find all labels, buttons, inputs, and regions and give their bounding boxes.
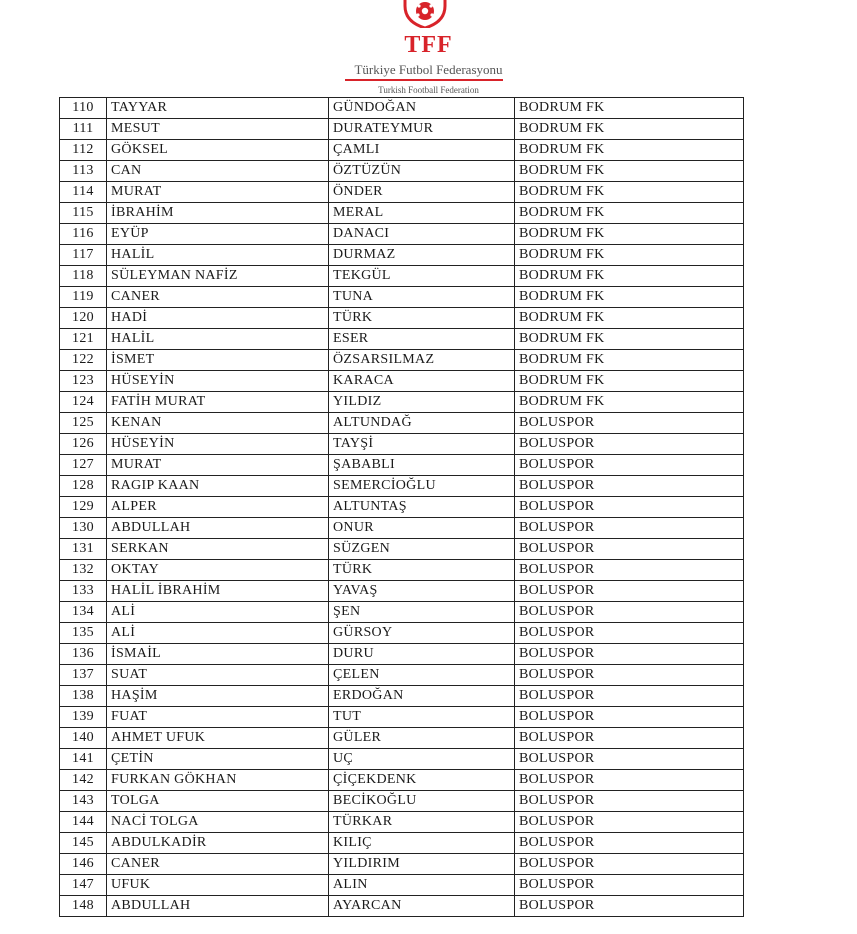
table-row bbox=[60, 896, 744, 917]
player-roster-table bbox=[59, 97, 744, 917]
row-number-cell: 120 bbox=[60, 308, 107, 329]
row-number-cell: 123 bbox=[60, 371, 107, 392]
table-row bbox=[60, 833, 744, 854]
last-name-cell: GÜRSOY bbox=[329, 623, 515, 644]
last-name-cell: UÇ bbox=[329, 749, 515, 770]
club-cell: BODRUM FK bbox=[515, 161, 744, 182]
first-name-cell: CANER bbox=[107, 287, 329, 308]
table-row bbox=[60, 434, 744, 455]
last-name-cell: ŞABABLI bbox=[329, 455, 515, 476]
club-cell: BODRUM FK bbox=[515, 287, 744, 308]
roster-body bbox=[60, 98, 744, 917]
club-cell: BODRUM FK bbox=[515, 392, 744, 413]
first-name-cell: İSMET bbox=[107, 350, 329, 371]
last-name-cell: ÇELEN bbox=[329, 665, 515, 686]
table-row bbox=[60, 287, 744, 308]
table-row bbox=[60, 812, 744, 833]
row-number-cell: 144 bbox=[60, 812, 107, 833]
first-name-cell: CANER bbox=[107, 854, 329, 875]
row-number-cell: 136 bbox=[60, 644, 107, 665]
row-number-cell: 130 bbox=[60, 518, 107, 539]
table-row bbox=[60, 539, 744, 560]
row-number-cell: 128 bbox=[60, 476, 107, 497]
last-name-cell: ALTUNTAŞ bbox=[329, 497, 515, 518]
last-name-cell: ŞEN bbox=[329, 602, 515, 623]
row-number-cell: 147 bbox=[60, 875, 107, 896]
table-row bbox=[60, 686, 744, 707]
row-number-cell: 135 bbox=[60, 623, 107, 644]
last-name-cell: ÖZTÜZÜN bbox=[329, 161, 515, 182]
table-row bbox=[60, 665, 744, 686]
table-row bbox=[60, 644, 744, 665]
row-number-cell: 140 bbox=[60, 728, 107, 749]
last-name-cell: KARACA bbox=[329, 371, 515, 392]
last-name-cell: TÜRK bbox=[329, 308, 515, 329]
row-number-cell: 114 bbox=[60, 182, 107, 203]
table-row bbox=[60, 707, 744, 728]
table-row bbox=[60, 140, 744, 161]
first-name-cell: EYÜP bbox=[107, 224, 329, 245]
table-row bbox=[60, 518, 744, 539]
row-number-cell: 121 bbox=[60, 329, 107, 350]
table-row bbox=[60, 266, 744, 287]
logo-divider bbox=[345, 79, 503, 81]
last-name-cell: DURMAZ bbox=[329, 245, 515, 266]
club-cell: BOLUSPOR bbox=[515, 770, 744, 791]
last-name-cell: AYARCAN bbox=[329, 896, 515, 917]
first-name-cell: ALİ bbox=[107, 623, 329, 644]
table-row bbox=[60, 371, 744, 392]
table-row bbox=[60, 350, 744, 371]
last-name-cell: YILDIRIM bbox=[329, 854, 515, 875]
first-name-cell: HALİL bbox=[107, 245, 329, 266]
club-cell: BOLUSPOR bbox=[515, 707, 744, 728]
table-row bbox=[60, 413, 744, 434]
first-name-cell: RAGIP KAAN bbox=[107, 476, 329, 497]
logo-title: TFF bbox=[404, 32, 453, 58]
table-row bbox=[60, 728, 744, 749]
row-number-cell: 132 bbox=[60, 560, 107, 581]
row-number-cell: 119 bbox=[60, 287, 107, 308]
last-name-cell: ALTUNDAĞ bbox=[329, 413, 515, 434]
first-name-cell: HALİL İBRAHİM bbox=[107, 581, 329, 602]
row-number-cell: 117 bbox=[60, 245, 107, 266]
club-cell: BOLUSPOR bbox=[515, 623, 744, 644]
last-name-cell: GÜLER bbox=[329, 728, 515, 749]
last-name-cell: ONUR bbox=[329, 518, 515, 539]
first-name-cell: HÜSEYİN bbox=[107, 371, 329, 392]
club-cell: BODRUM FK bbox=[515, 182, 744, 203]
club-cell: BOLUSPOR bbox=[515, 644, 744, 665]
first-name-cell: FUAT bbox=[107, 707, 329, 728]
first-name-cell: HÜSEYİN bbox=[107, 434, 329, 455]
last-name-cell: TÜRK bbox=[329, 560, 515, 581]
table-row bbox=[60, 581, 744, 602]
row-number-cell: 138 bbox=[60, 686, 107, 707]
table-row bbox=[60, 455, 744, 476]
table-row bbox=[60, 476, 744, 497]
row-number-cell: 126 bbox=[60, 434, 107, 455]
club-cell: BOLUSPOR bbox=[515, 581, 744, 602]
club-cell: BOLUSPOR bbox=[515, 560, 744, 581]
first-name-cell: NACİ TOLGA bbox=[107, 812, 329, 833]
club-cell: BODRUM FK bbox=[515, 98, 744, 119]
last-name-cell: ALIN bbox=[329, 875, 515, 896]
last-name-cell: TAYŞİ bbox=[329, 434, 515, 455]
club-cell: BOLUSPOR bbox=[515, 875, 744, 896]
first-name-cell: ALPER bbox=[107, 497, 329, 518]
club-cell: BOLUSPOR bbox=[515, 434, 744, 455]
row-number-cell: 113 bbox=[60, 161, 107, 182]
first-name-cell: ÇETİN bbox=[107, 749, 329, 770]
table-row bbox=[60, 161, 744, 182]
first-name-cell: FATİH MURAT bbox=[107, 392, 329, 413]
table-row bbox=[60, 602, 744, 623]
first-name-cell: TAYYAR bbox=[107, 98, 329, 119]
club-cell: BODRUM FK bbox=[515, 308, 744, 329]
first-name-cell: FURKAN GÖKHAN bbox=[107, 770, 329, 791]
table-row bbox=[60, 623, 744, 644]
first-name-cell: SUAT bbox=[107, 665, 329, 686]
document-header bbox=[0, 0, 857, 100]
table-row bbox=[60, 854, 744, 875]
row-number-cell: 110 bbox=[60, 98, 107, 119]
club-cell: BOLUSPOR bbox=[515, 497, 744, 518]
row-number-cell: 112 bbox=[60, 140, 107, 161]
last-name-cell: ÖNDER bbox=[329, 182, 515, 203]
row-number-cell: 141 bbox=[60, 749, 107, 770]
first-name-cell: MESUT bbox=[107, 119, 329, 140]
first-name-cell: HALİL bbox=[107, 329, 329, 350]
row-number-cell: 122 bbox=[60, 350, 107, 371]
club-cell: BODRUM FK bbox=[515, 371, 744, 392]
first-name-cell: ABDULKADİR bbox=[107, 833, 329, 854]
row-number-cell: 129 bbox=[60, 497, 107, 518]
club-cell: BODRUM FK bbox=[515, 266, 744, 287]
club-cell: BOLUSPOR bbox=[515, 833, 744, 854]
first-name-cell: İBRAHİM bbox=[107, 203, 329, 224]
row-number-cell: 133 bbox=[60, 581, 107, 602]
logo-subtitle: Türkiye Futbol Federasyonu bbox=[354, 62, 503, 77]
last-name-cell: GÜNDOĞAN bbox=[329, 98, 515, 119]
first-name-cell: TOLGA bbox=[107, 791, 329, 812]
row-number-cell: 131 bbox=[60, 539, 107, 560]
last-name-cell: SEMERCİOĞLU bbox=[329, 476, 515, 497]
last-name-cell: SÜZGEN bbox=[329, 539, 515, 560]
club-cell: BODRUM FK bbox=[515, 203, 744, 224]
club-cell: BODRUM FK bbox=[515, 119, 744, 140]
club-cell: BOLUSPOR bbox=[515, 728, 744, 749]
row-number-cell: 116 bbox=[60, 224, 107, 245]
club-cell: BODRUM FK bbox=[515, 224, 744, 245]
row-number-cell: 139 bbox=[60, 707, 107, 728]
table-row bbox=[60, 98, 744, 119]
logo-subtitle-english: Turkish Football Federation bbox=[378, 85, 479, 95]
table-row bbox=[60, 497, 744, 518]
first-name-cell: ABDULLAH bbox=[107, 518, 329, 539]
table-row bbox=[60, 560, 744, 581]
club-cell: BOLUSPOR bbox=[515, 455, 744, 476]
tff-crest-icon bbox=[401, 0, 449, 28]
table-row bbox=[60, 875, 744, 896]
first-name-cell: MURAT bbox=[107, 182, 329, 203]
first-name-cell: SÜLEYMAN NAFİZ bbox=[107, 266, 329, 287]
row-number-cell: 111 bbox=[60, 119, 107, 140]
club-cell: BOLUSPOR bbox=[515, 413, 744, 434]
row-number-cell: 134 bbox=[60, 602, 107, 623]
first-name-cell: İSMAİL bbox=[107, 644, 329, 665]
last-name-cell: DURATEYMUR bbox=[329, 119, 515, 140]
first-name-cell: GÖKSEL bbox=[107, 140, 329, 161]
row-number-cell: 143 bbox=[60, 791, 107, 812]
last-name-cell: TUNA bbox=[329, 287, 515, 308]
row-number-cell: 146 bbox=[60, 854, 107, 875]
last-name-cell: KILIÇ bbox=[329, 833, 515, 854]
last-name-cell: ÖZSARSILMAZ bbox=[329, 350, 515, 371]
club-cell: BOLUSPOR bbox=[515, 854, 744, 875]
table-row bbox=[60, 791, 744, 812]
club-cell: BOLUSPOR bbox=[515, 476, 744, 497]
row-number-cell: 142 bbox=[60, 770, 107, 791]
club-cell: BOLUSPOR bbox=[515, 686, 744, 707]
first-name-cell: CAN bbox=[107, 161, 329, 182]
club-cell: BODRUM FK bbox=[515, 329, 744, 350]
first-name-cell: SERKAN bbox=[107, 539, 329, 560]
table-row bbox=[60, 329, 744, 350]
club-cell: BOLUSPOR bbox=[515, 602, 744, 623]
row-number-cell: 148 bbox=[60, 896, 107, 917]
row-number-cell: 125 bbox=[60, 413, 107, 434]
first-name-cell: MURAT bbox=[107, 455, 329, 476]
last-name-cell: YILDIZ bbox=[329, 392, 515, 413]
last-name-cell: TUT bbox=[329, 707, 515, 728]
first-name-cell: OKTAY bbox=[107, 560, 329, 581]
row-number-cell: 137 bbox=[60, 665, 107, 686]
table-row bbox=[60, 392, 744, 413]
club-cell: BOLUSPOR bbox=[515, 791, 744, 812]
last-name-cell: ESER bbox=[329, 329, 515, 350]
club-cell: BODRUM FK bbox=[515, 140, 744, 161]
table-row bbox=[60, 182, 744, 203]
first-name-cell: ALİ bbox=[107, 602, 329, 623]
row-number-cell: 145 bbox=[60, 833, 107, 854]
first-name-cell: UFUK bbox=[107, 875, 329, 896]
table-row bbox=[60, 224, 744, 245]
last-name-cell: DURU bbox=[329, 644, 515, 665]
first-name-cell: HADİ bbox=[107, 308, 329, 329]
club-cell: BOLUSPOR bbox=[515, 539, 744, 560]
club-cell: BOLUSPOR bbox=[515, 749, 744, 770]
table-row bbox=[60, 245, 744, 266]
last-name-cell: ÇAMLI bbox=[329, 140, 515, 161]
row-number-cell: 118 bbox=[60, 266, 107, 287]
last-name-cell: DANACI bbox=[329, 224, 515, 245]
table-row bbox=[60, 749, 744, 770]
club-cell: BOLUSPOR bbox=[515, 665, 744, 686]
first-name-cell: HAŞİM bbox=[107, 686, 329, 707]
table-row bbox=[60, 308, 744, 329]
last-name-cell: MERAL bbox=[329, 203, 515, 224]
row-number-cell: 127 bbox=[60, 455, 107, 476]
first-name-cell: AHMET UFUK bbox=[107, 728, 329, 749]
last-name-cell: ERDOĞAN bbox=[329, 686, 515, 707]
club-cell: BODRUM FK bbox=[515, 245, 744, 266]
row-number-cell: 115 bbox=[60, 203, 107, 224]
row-number-cell: 124 bbox=[60, 392, 107, 413]
last-name-cell: TEKGÜL bbox=[329, 266, 515, 287]
club-cell: BODRUM FK bbox=[515, 350, 744, 371]
last-name-cell: BECİKOĞLU bbox=[329, 791, 515, 812]
table-row bbox=[60, 203, 744, 224]
first-name-cell: KENAN bbox=[107, 413, 329, 434]
club-cell: BOLUSPOR bbox=[515, 812, 744, 833]
last-name-cell: YAVAŞ bbox=[329, 581, 515, 602]
last-name-cell: ÇİÇEKDENK bbox=[329, 770, 515, 791]
table-row bbox=[60, 770, 744, 791]
first-name-cell: ABDULLAH bbox=[107, 896, 329, 917]
table-row bbox=[60, 119, 744, 140]
club-cell: BOLUSPOR bbox=[515, 896, 744, 917]
club-cell: BOLUSPOR bbox=[515, 518, 744, 539]
last-name-cell: TÜRKAR bbox=[329, 812, 515, 833]
